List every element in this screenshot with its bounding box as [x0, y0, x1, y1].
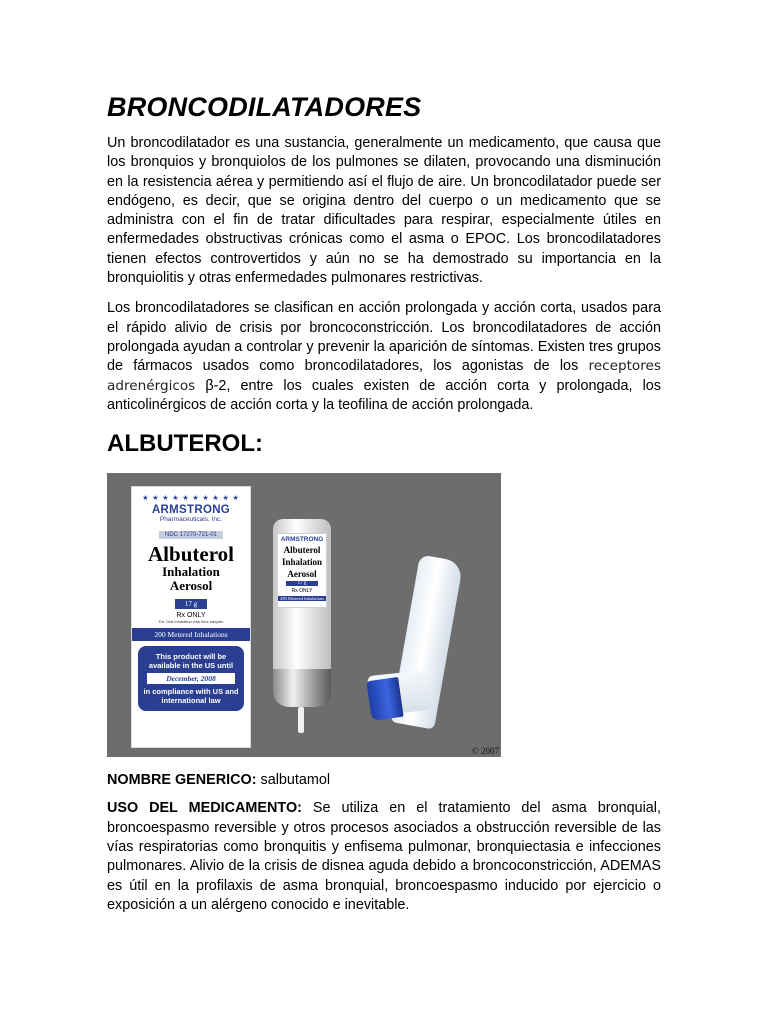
albuterol-product-photo	[107, 473, 501, 757]
canister-metered: 200 Metered Inhalations	[280, 596, 324, 602]
inhaler-blue-cap	[366, 677, 403, 721]
canister-drug-2: Inhalation	[281, 557, 323, 568]
receptors-text: receptores adrenérgicos	[107, 358, 661, 394]
page-title: BRONCODILATADORES	[107, 92, 422, 122]
photo-copyright: © 2007	[471, 746, 499, 757]
classification-text-start: Los broncodilatadores se clasifican en acción prolongada y acción corta, usados para el rápido alivio de crisis por broncoconstricción. Los broncodilatadores de acción prolongada ayudan a controlar y prevenir la aparición de síntomas. Existen tres grupos de fármacos usados como broncodilatadores, los agonistas de los	[107, 300, 661, 375]
canister-brand: ARMSTRONG	[280, 536, 324, 544]
box-dose: 17 g	[175, 599, 207, 609]
box-drug-form-1: Inhalation	[162, 564, 220, 580]
box-drug-form-2: Aerosol	[169, 578, 213, 594]
aerosol-canister	[273, 519, 331, 669]
generic-name-value: salbutamol	[260, 772, 331, 789]
canister-rx: Rx ONLY	[291, 588, 313, 595]
canister-dose: 17 g	[286, 581, 318, 586]
usage-label: USO DEL MEDICAMENTO:	[107, 800, 302, 817]
box-notice	[138, 646, 244, 711]
box-brand-sub: Pharmaceuticals, Inc.	[159, 516, 223, 524]
generic-name-line	[107, 771, 661, 790]
star-logo-icon: ★ ★ ★ ★ ★ ★ ★ ★ ★ ★	[142, 494, 240, 503]
intro-paragraph: Un broncodilatador es una sustancia, generalmente un medicamento, que causa que los bronquios y bronquiolos de los pulmones se dilaten, provocando una disminución en la resistencia aérea y permitiendo así el flujo de aire. Un broncodilatador puede ser endógeno, es decir, que se origina dentro del cuerpo o un medicamento que se administra con el fin de tratar dificultades para respirar, especialmente útiles en enfermedades obstructivas crónicas como el asma o EPOC. Los broncodilatadores tienen efectos controvertidos y aún no se ha demostrado su importancia en la bronquiolitis y otras enfermedades pulmonares restrictivas.	[107, 135, 661, 287]
box-notice-line-1: This product will be available in the US until	[148, 652, 234, 671]
classification-paragraph	[107, 299, 661, 415]
canister-valve-stem	[298, 707, 304, 733]
usage-text: Se utiliza en el tratamiento del asma bronquial, broncoespasmo reversible y otros procesos asociados a obstrucción reversible de las vías respiratorias como bronquitis y enfisema pulmonar, bronquiectasia e infecciones pulmonares. Alivio de la crisis de disnea aguda debido a broncoconstricción, ADEMAS es útil en la profilaxis de asma bronquial, broncoespasmo inducido por ejercicio o exposición a un alérgeno conocido e inevitable.	[107, 800, 661, 913]
box-rx: Rx ONLY	[176, 612, 206, 620]
canister-metal-base	[273, 669, 331, 707]
box-brand: ARMSTRONG	[151, 504, 231, 517]
generic-name-label: NOMBRE GENERICO:	[107, 772, 257, 789]
box-notice-line-2: in compliance with US and international law	[143, 687, 239, 706]
box-notice-date: December, 2008	[147, 673, 235, 684]
canister-drug-3: Aerosol	[287, 569, 317, 580]
canister-drug-1: Albuterol	[283, 545, 321, 556]
box-fine-print: For Oral Inhalation with blue adapter	[158, 619, 224, 625]
box-ndc: NDC 17270-721-01	[159, 531, 223, 539]
canister-label	[277, 533, 327, 608]
usage-paragraph	[107, 799, 661, 915]
box-drug-name: Albuterol	[148, 542, 234, 567]
classification-text-end: β-2, entre los cuales existen de acción corta y prolongada, los anticolinérgicos de acción corta y la teofilina de acción prolongada.	[107, 377, 661, 413]
box-metered: 200 Metered Inhalations	[132, 628, 250, 641]
product-box	[131, 486, 251, 748]
document-page	[107, 88, 661, 915]
section-heading-albuterol: ALBUTEROL:	[107, 430, 263, 458]
